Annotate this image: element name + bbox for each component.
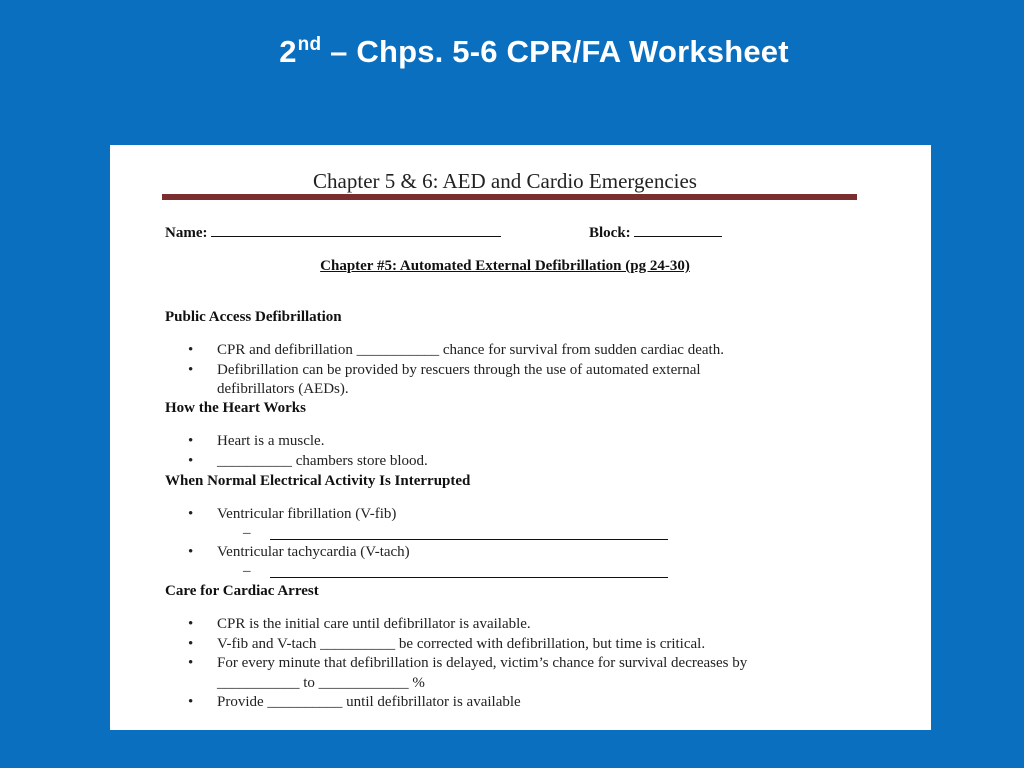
bullet-icon: • — [188, 544, 194, 560]
chapter5-heading: Chapter #5: Automated External Defibrillation (pg 24-30) — [320, 258, 690, 274]
bullet-icon: • — [188, 694, 194, 710]
title-divider — [162, 194, 857, 200]
bullet-icon: • — [188, 453, 194, 469]
bullet-icon: • — [188, 636, 194, 652]
name-label: Name: — [165, 225, 208, 241]
section-heading-heart-works: How the Heart Works — [165, 400, 306, 416]
slide-title — [0, 34, 1024, 70]
section-heading-cardiac-arrest: Care for Cardiac Arrest — [165, 583, 319, 599]
dash-icon: – — [243, 563, 251, 579]
dash-icon: – — [243, 525, 251, 541]
section-heading-public-access: Public Access Defibrillation — [165, 309, 342, 325]
bullet-icon: • — [188, 616, 194, 632]
bullet-icon: • — [188, 506, 194, 522]
slide-title-number: 2 — [279, 34, 297, 69]
bullet-icon: • — [188, 342, 194, 358]
worksheet-image: Chapter 5 & 6: AED and Cardio Emergencies Name: Block: Chapter #5: Automated External Defibrillation (pg 24-30) Public Access Defibrillation • CPR and defibrillation ___________ chance for survival from sudden cardiac death. • Defibrillation can be provided by rescuers through the use of automated external defibrillators (AEDs). How the Heart Works • Heart is a muscle. • __________ chambers store blood. When Normal Electrical Activity Is Interrupted • Ventricular fibrillation (V-fib) – • Ventricular tachycardia (V-tach) – Care for Cardiac Arrest • CPR is the initial care until defibrillator is available. • V-fib and V-tach __________ be corrected with defibrillation, but time is critical. • For every minute that defibrillation is delayed, victim’s chance for survival decreases by ___________ to ____________ % • Provide __________ until defibrillator is available — [110, 145, 931, 730]
slide-title-text: – Chps. 5-6 CPR/FA Worksheet — [321, 34, 789, 69]
block-blank — [634, 222, 722, 237]
answer-blank — [270, 577, 668, 578]
name-field — [165, 222, 501, 242]
answer-blank — [270, 539, 668, 540]
slide-title-superscript: nd — [297, 34, 322, 55]
block-field — [589, 222, 722, 242]
bullet-icon: • — [188, 655, 194, 671]
name-blank — [211, 222, 501, 237]
bullet-icon: • — [188, 362, 194, 378]
block-label: Block: — [589, 225, 631, 241]
worksheet-title: Chapter 5 & 6: AED and Cardio Emergencies — [313, 169, 697, 193]
section-heading-electrical-activity: When Normal Electrical Activity Is Interrupted — [165, 473, 471, 489]
bullet-icon: • — [188, 433, 194, 449]
